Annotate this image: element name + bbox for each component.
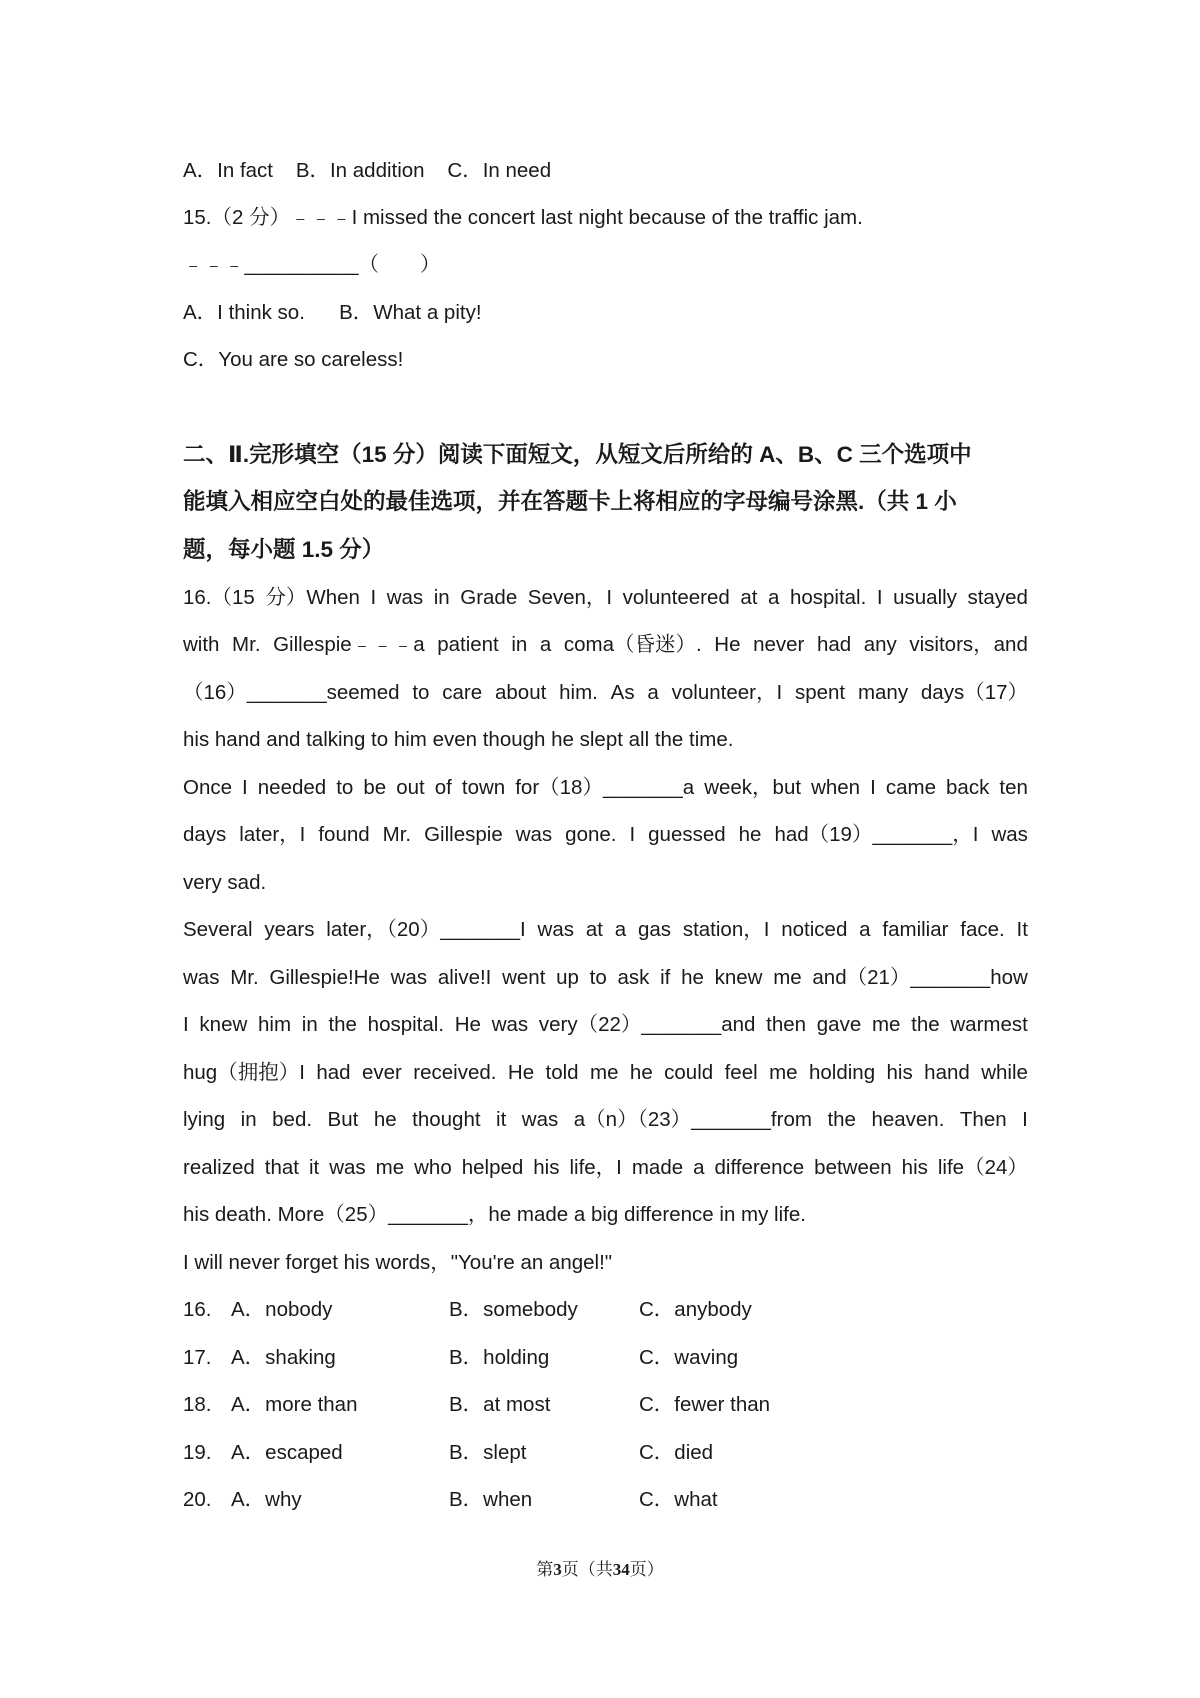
option-b: B．holding [449, 1346, 550, 1369]
footer-prefix: 第 [536, 1560, 554, 1579]
q15-blank: ﹣﹣﹣__________（ ） [183, 253, 441, 276]
passage-line: 16.（15 分）When I was in Grade Seven，I volunteered at a hospital. I usually stayed [183, 586, 1028, 609]
passage-line: I will never forget his words，"You're an angel!" [183, 1251, 613, 1274]
option-b: B．slept [449, 1441, 527, 1464]
option-c: C．waving [639, 1346, 739, 1369]
option-c: C．anybody [639, 1298, 752, 1321]
passage-line: realized that it was me who helped his life，I made a difference between his life（24） [183, 1156, 1028, 1179]
q15-stem: 15.（2 分）﹣﹣﹣I missed the concert last night because of the traffic jam. [183, 206, 863, 229]
q14-option-b: B．In addition [295, 159, 425, 182]
passage-line: days later，I found Mr. Gillespie was gone. I guessed he had（19）_______，I was [183, 823, 1028, 846]
passage-line: his death. More（25）_______，he made a big difference in my life. [183, 1203, 806, 1226]
passage-line: I knew him in the hospital. He was very（22）_______and then gave me the warmest [183, 1013, 1028, 1036]
option-a: A．why [231, 1488, 302, 1511]
passage-line: his hand and talking to him even though he slept all the time. [183, 728, 734, 751]
option-number: 16. [183, 1298, 212, 1321]
passage-line: was Mr. Gillespie!He was alive!I went up to ask if he knew me and（21）_______how [183, 966, 1028, 989]
option-c: C．fewer than [639, 1393, 771, 1416]
option-number: 18. [183, 1393, 212, 1416]
q14-option-c: C．In need [447, 159, 552, 182]
option-c: C．died [639, 1441, 714, 1464]
section-heading-line-1: 二、Ⅱ.完形填空（15 分）阅读下面短文，从短文后所给的 A、B、C 三个选项中 [183, 442, 972, 467]
q15-options-ab [183, 298, 1028, 328]
q15-option-a: A．I think so. [183, 301, 305, 324]
option-a: A．shaking [231, 1346, 336, 1369]
option-number: 19. [183, 1441, 212, 1464]
q14-option-a: A．In fact [183, 159, 274, 182]
section-heading-line-2: 能填入相应空白处的最佳选项，并在答题卡上将相应的字母编号涂黑.（共 1 小 [183, 489, 957, 514]
option-b: B．somebody [449, 1298, 578, 1321]
footer-suffix: 页） [629, 1560, 664, 1579]
passage-line: Once I needed to be out of town for（18）_______a week，but when I came back ten [183, 776, 1028, 799]
option-number: 17. [183, 1346, 212, 1369]
passage-line: with Mr. Gillespie﹣﹣﹣a patient in a coma（昏迷）. He never had any visitors，and [183, 633, 1028, 656]
page-footer [0, 1555, 1200, 1585]
option-a: A．more than [231, 1393, 358, 1416]
q14-options [183, 156, 1028, 186]
footer-middle: 页（共 [561, 1560, 613, 1579]
passage-line: （16）_______seemed to care about him. As a volunteer，I spent many days（17） [183, 681, 1028, 704]
passage-line: hug（拥抱）I had ever received. He told me he could feel me holding his hand while [183, 1061, 1028, 1084]
page-number: 3 [553, 1560, 562, 1579]
option-b: B．when [449, 1488, 533, 1511]
option-a: A．escaped [231, 1441, 343, 1464]
q15-option-c: C．You are so careless! [183, 348, 404, 371]
page-total: 34 [612, 1560, 630, 1579]
q15-option-b: B．What a pity! [339, 301, 482, 324]
option-a: A．nobody [231, 1298, 333, 1321]
passage-line: lying in bed. But he thought it was a（n）（23）_______from the heaven. Then I [183, 1108, 1028, 1131]
option-number: 20. [183, 1488, 212, 1511]
section-heading-line-3: 题，每小题 1.5 分） [183, 537, 385, 562]
passage-line: Several years later，（20）_______I was at a gas station，I noticed a familiar face. It [183, 918, 1028, 941]
option-b: B．at most [449, 1393, 551, 1416]
passage-line: very sad. [183, 871, 267, 894]
option-c: C．what [639, 1488, 718, 1511]
